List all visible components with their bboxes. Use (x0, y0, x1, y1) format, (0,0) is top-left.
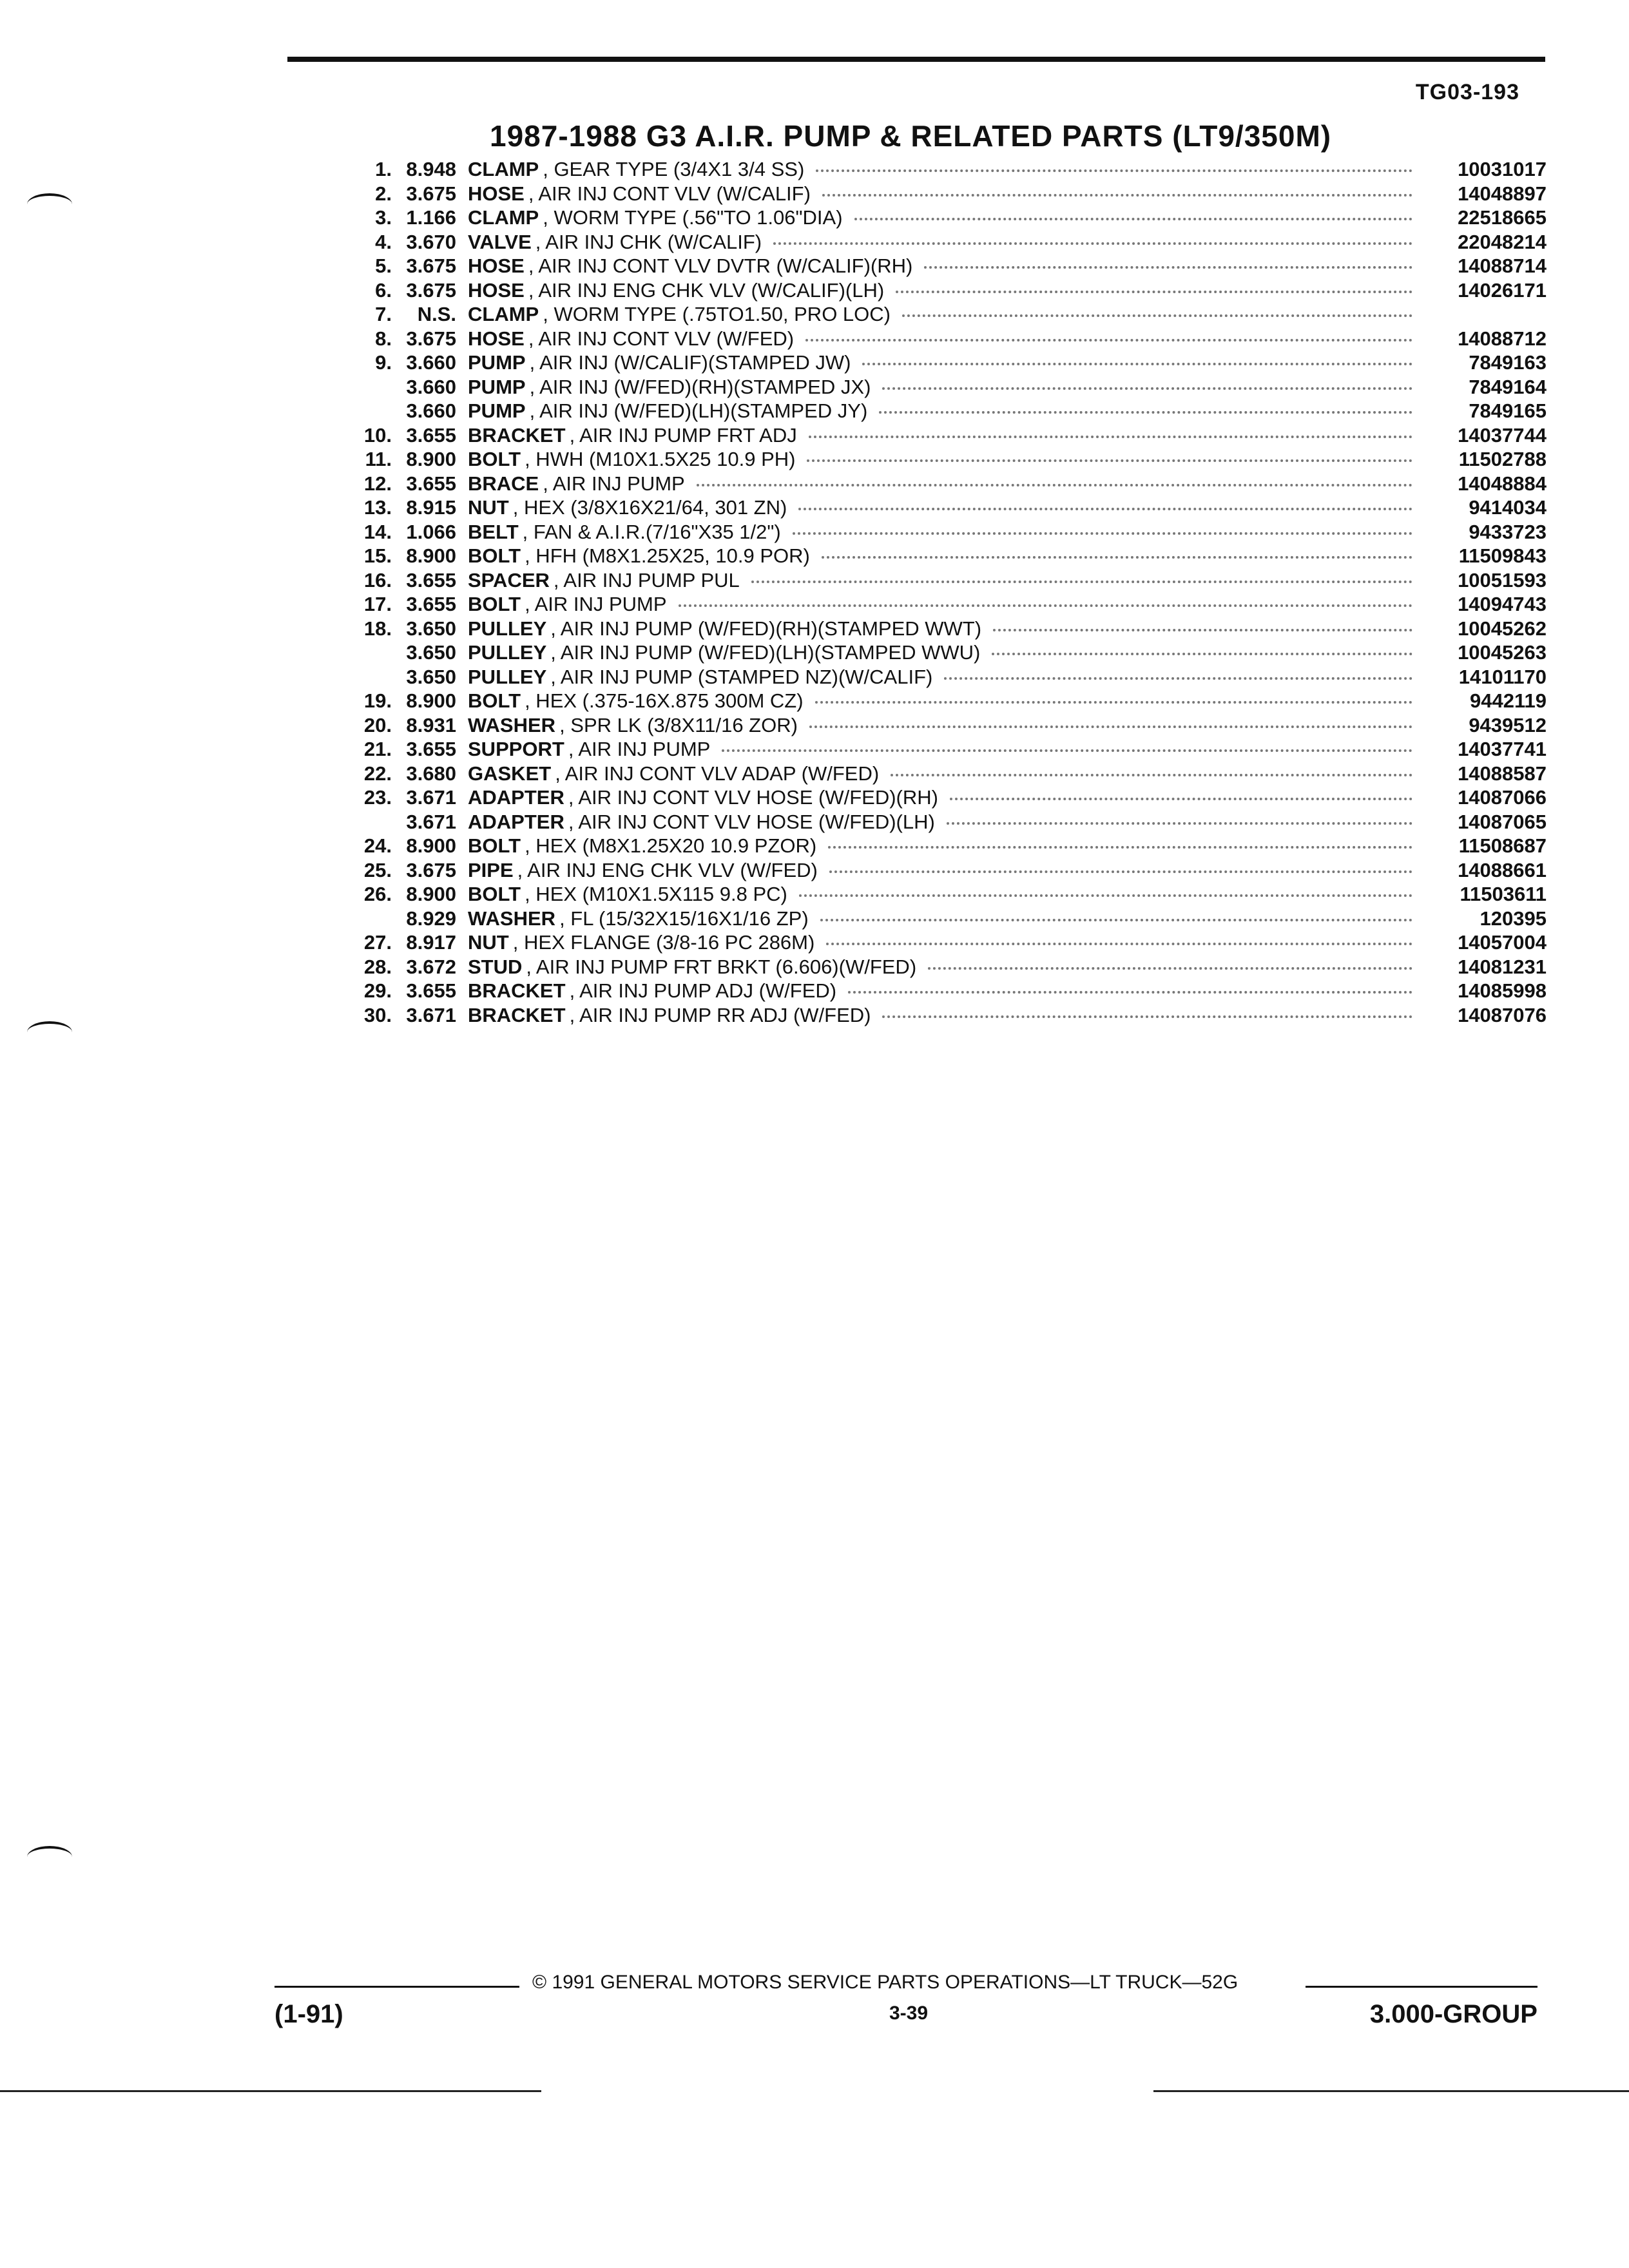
dot-leader (854, 216, 1412, 220)
part-group-number: 3.671 (406, 786, 456, 809)
part-name: WASHER (468, 713, 556, 736)
part-name: HOSE (468, 182, 525, 205)
part-group-number: 8.948 (406, 158, 456, 180)
part-row (348, 157, 1547, 182)
part-description: , AIR INJ PUMP FRT ADJ (569, 423, 797, 447)
dot-leader (992, 651, 1412, 655)
part-description: , AIR INJ CONT VLV (W/FED) (528, 327, 795, 350)
part-group-number: 3.675 (406, 858, 456, 881)
part-name: PUMP (468, 351, 526, 374)
part-name: GASKET (468, 762, 552, 785)
part-number: 10051593 (1458, 568, 1547, 591)
part-group-number: 3.671 (406, 1003, 456, 1026)
part-row (348, 302, 1547, 327)
part-name: BELT (468, 520, 519, 543)
document-code: TG03-193 (1415, 80, 1519, 104)
part-group-number: 8.931 (406, 713, 456, 736)
part-number: 14101170 (1458, 665, 1547, 688)
binder-hole-mark (27, 1021, 72, 1043)
dot-leader (697, 483, 1412, 486)
part-name: STUD (468, 955, 523, 978)
dot-leader (822, 193, 1412, 197)
part-name: BOLT (468, 448, 521, 470)
part-group-number: 3.650 (406, 665, 456, 688)
part-number: 14087066 (1458, 786, 1547, 809)
footer (275, 1972, 1537, 2049)
part-description: , AIR INJ PUMP PUL (553, 568, 740, 591)
part-item-number: 16. (363, 568, 392, 591)
part-group-number: 3.671 (406, 810, 456, 833)
part-row (348, 327, 1547, 351)
part-number: 22518665 (1458, 206, 1547, 229)
dot-leader (815, 700, 1412, 704)
part-number: 14037744 (1458, 423, 1547, 447)
part-description: , AIR INJ PUMP (W/FED)(RH)(STAMPED WWT) (550, 617, 982, 640)
part-description: , FL (15/32X15/16X1/16 ZP) (559, 907, 809, 930)
bottom-rule-left (0, 2090, 541, 2092)
part-description: , AIR INJ PUMP (525, 593, 667, 615)
dot-leader (924, 265, 1412, 269)
part-group-number: 3.655 (406, 423, 456, 447)
part-number: 11509843 (1458, 544, 1547, 567)
part-description: , WORM TYPE (.75TO1.50, PRO LOC) (543, 303, 891, 325)
part-group-number: 8.917 (406, 931, 456, 954)
dot-leader (798, 506, 1412, 510)
part-group-number: N.S. (417, 303, 456, 325)
part-name: SUPPORT (468, 738, 564, 760)
dot-leader (902, 313, 1412, 317)
part-description: , AIR INJ CONT VLV HOSE (W/FED)(RH) (568, 786, 938, 809)
part-item-number: 26. (363, 883, 392, 905)
part-description: , WORM TYPE (.56"TO 1.06"DIA) (543, 206, 843, 229)
part-item-number: 27. (363, 931, 392, 954)
part-number: 14037741 (1458, 738, 1547, 760)
part-number: 14026171 (1458, 278, 1547, 302)
part-row (348, 713, 1547, 738)
part-description: , HEX (M10X1.5X115 9.8 PC) (525, 883, 787, 905)
part-group-number: 3.655 (406, 472, 456, 495)
part-description: , AIR INJ PUMP FRT BRKT (6.606)(W/FED) (526, 955, 917, 978)
part-name: BOLT (468, 883, 521, 905)
part-number: 14088587 (1458, 762, 1547, 785)
part-description: , AIR INJ PUMP (568, 738, 711, 760)
dot-leader (799, 893, 1412, 897)
part-group-number: 8.900 (406, 883, 456, 905)
part-item-number: 3. (375, 206, 392, 229)
copyright-notice: © 1991 GENERAL MOTORS SERVICE PARTS OPERATIONS—LT TRUCK—52G (532, 1972, 1239, 1993)
part-item-number: 6. (375, 278, 392, 302)
part-description: , AIR INJ CONT VLV HOSE (W/FED)(LH) (568, 810, 935, 833)
part-row (348, 520, 1547, 544)
part-number: 14048897 (1458, 182, 1547, 205)
part-row (348, 544, 1547, 568)
part-number: 10031017 (1458, 158, 1547, 180)
part-number: 7849165 (1469, 399, 1547, 422)
part-item-number: 5. (375, 255, 392, 277)
part-description: , AIR INJ PUMP ADJ (W/FED) (569, 979, 837, 1002)
part-name: BRACE (468, 472, 539, 495)
dot-leader (816, 168, 1412, 172)
part-row (348, 882, 1547, 907)
part-name: BOLT (468, 834, 521, 857)
part-name: BRACKET (468, 1003, 566, 1026)
part-group-number: 3.680 (406, 762, 456, 785)
part-number: 14057004 (1458, 931, 1547, 954)
part-number: 14085998 (1458, 979, 1547, 1002)
part-row (348, 762, 1547, 786)
part-name: WASHER (468, 907, 556, 930)
part-row (348, 858, 1547, 883)
part-row (348, 278, 1547, 303)
part-row (348, 785, 1547, 810)
part-description: , AIR INJ CONT VLV (W/CALIF) (528, 182, 811, 205)
part-row (348, 665, 1547, 689)
part-group-number: 8.915 (406, 496, 456, 519)
part-group-number: 3.655 (406, 979, 456, 1002)
dot-leader (862, 361, 1412, 365)
part-group-number: 8.929 (406, 907, 456, 930)
dot-leader (807, 458, 1412, 462)
part-group-number: 3.672 (406, 955, 456, 978)
part-group-number: 3.675 (406, 278, 456, 302)
part-description: , AIR INJ PUMP (543, 472, 685, 495)
part-item-number: 29. (363, 979, 392, 1002)
part-item-number: 24. (363, 834, 392, 857)
part-name: CLAMP (468, 206, 539, 229)
part-row (348, 254, 1547, 278)
part-item-number: 4. (375, 230, 392, 253)
binder-hole-mark (27, 193, 72, 215)
part-group-number: 3.655 (406, 568, 456, 591)
part-number: 9433723 (1469, 520, 1547, 543)
part-description: , FAN & A.I.R.(7/16"X35 1/2") (522, 520, 781, 543)
part-item-number: 22. (363, 762, 392, 785)
part-name: BOLT (468, 544, 521, 567)
part-row (348, 399, 1547, 423)
part-name: PULLEY (468, 617, 547, 640)
part-description: , AIR INJ ENG CHK VLV (W/FED) (517, 858, 818, 881)
part-group-number: 3.660 (406, 399, 456, 422)
part-name: BRACKET (468, 423, 566, 447)
part-description: , AIR INJ CONT VLV ADAP (W/FED) (555, 762, 880, 785)
part-description: , HEX (M8X1.25X20 10.9 PZOR) (525, 834, 817, 857)
part-description: , HFH (M8X1.25X25, 10.9 POR) (525, 544, 810, 567)
part-name: CLAMP (468, 158, 539, 180)
part-description: , AIR INJ ENG CHK VLV (W/CALIF)(LH) (528, 278, 885, 302)
part-item-number: 11. (365, 448, 392, 470)
part-number: 14081231 (1458, 955, 1547, 978)
dot-leader (882, 1014, 1412, 1018)
dot-leader (679, 603, 1412, 607)
part-group-number: 1.066 (406, 520, 456, 543)
part-item-number: 14. (363, 520, 392, 543)
part-description: , GEAR TYPE (3/4X1 3/4 SS) (543, 158, 805, 180)
part-item-number: 20. (363, 713, 392, 736)
bottom-rule-right (1153, 2090, 1629, 2092)
part-number: 7849163 (1469, 351, 1547, 374)
part-group-number: 8.900 (406, 689, 456, 712)
dot-leader (947, 821, 1412, 825)
part-item-number: 2. (375, 182, 392, 205)
part-row (348, 230, 1547, 255)
part-row (348, 472, 1547, 496)
dot-leader (828, 845, 1412, 849)
part-number: 10045262 (1458, 617, 1547, 640)
part-item-number: 10. (363, 423, 392, 447)
dot-leader (809, 724, 1412, 728)
page-title: 1987-1988 G3 A.I.R. PUMP & RELATED PARTS (LT9/350M) (490, 119, 1332, 153)
part-number: 14088661 (1458, 858, 1547, 881)
part-item-number: 15. (363, 544, 392, 567)
dot-leader (809, 434, 1412, 438)
part-item-number: 28. (363, 955, 392, 978)
part-row (348, 351, 1547, 375)
dot-leader (944, 676, 1412, 680)
part-group-number: 3.650 (406, 641, 456, 664)
dot-leader (896, 289, 1412, 293)
part-number: 14088714 (1458, 255, 1547, 277)
part-item-number: 8. (375, 327, 392, 350)
part-number: 14087076 (1458, 1003, 1547, 1026)
dot-leader (805, 338, 1412, 341)
part-row (348, 568, 1547, 593)
part-row (348, 447, 1547, 472)
part-group-number: 3.675 (406, 255, 456, 277)
part-name: NUT (468, 496, 509, 519)
part-number: 120395 (1480, 907, 1547, 930)
part-name: HOSE (468, 278, 525, 302)
part-group-number: 3.670 (406, 230, 456, 253)
part-name: ADAPTER (468, 810, 564, 833)
footer-left-rule (275, 1986, 519, 1988)
part-row (348, 834, 1547, 858)
part-item-number: 23. (363, 786, 392, 809)
part-item-number: 9. (375, 351, 392, 374)
part-name: PUMP (468, 375, 526, 398)
part-number: 9414034 (1469, 496, 1547, 519)
part-row (348, 375, 1547, 399)
part-item-number: 21. (363, 738, 392, 760)
part-row (348, 182, 1547, 206)
part-row (348, 592, 1547, 617)
part-row (348, 907, 1547, 931)
part-description: , AIR INJ CONT VLV DVTR (W/CALIF)(RH) (528, 255, 913, 277)
dot-leader (829, 869, 1412, 873)
part-description: , AIR INJ PUMP (W/FED)(LH)(STAMPED WWU) (550, 641, 981, 664)
part-group-number: 8.900 (406, 544, 456, 567)
part-description: , HEX FLANGE (3/8-16 PC 286M) (512, 931, 815, 954)
part-number: 9439512 (1469, 713, 1547, 736)
part-row (348, 955, 1547, 979)
dot-leader (826, 941, 1412, 945)
part-name: BRACKET (468, 979, 566, 1002)
part-group-number: 3.660 (406, 375, 456, 398)
part-group-number: 3.660 (406, 351, 456, 374)
dot-leader (928, 966, 1412, 970)
part-row (348, 423, 1547, 448)
dot-leader (773, 241, 1412, 245)
part-description: , AIR INJ CHK (W/CALIF) (535, 230, 762, 253)
part-name: NUT (468, 931, 509, 954)
part-name: HOSE (468, 327, 525, 350)
part-name: BOLT (468, 689, 521, 712)
part-number: 14088712 (1458, 327, 1547, 350)
part-row (348, 689, 1547, 713)
part-number: 14087065 (1458, 810, 1547, 833)
dot-leader (751, 579, 1412, 583)
part-number: 11508687 (1458, 834, 1547, 857)
part-group-number: 8.900 (406, 834, 456, 857)
page-number: 3-39 (889, 2003, 929, 2024)
part-row (348, 930, 1547, 955)
part-number: 9442119 (1470, 689, 1547, 712)
part-description: , AIR INJ PUMP RR ADJ (W/FED) (569, 1003, 871, 1026)
part-number: 11502788 (1458, 448, 1547, 470)
part-description: , SPR LK (3/8X11/16 ZOR) (559, 713, 798, 736)
dot-leader (891, 773, 1412, 776)
part-row (348, 737, 1547, 762)
part-number: 11503611 (1460, 883, 1547, 905)
group-label: 3.000-GROUP (1369, 2000, 1537, 2028)
part-name: CLAMP (468, 303, 539, 325)
part-item-number: 13. (363, 496, 392, 519)
part-row (348, 495, 1547, 520)
part-row (348, 640, 1547, 665)
part-row (348, 206, 1547, 230)
dot-leader (820, 918, 1412, 921)
part-number: 10045263 (1458, 641, 1547, 664)
part-name: HOSE (468, 255, 525, 277)
part-group-number: 3.655 (406, 593, 456, 615)
part-name: BOLT (468, 593, 521, 615)
parts-list (348, 157, 1547, 1027)
part-number: 7849164 (1469, 375, 1547, 398)
part-group-number: 3.655 (406, 738, 456, 760)
part-item-number: 7. (375, 303, 392, 325)
part-row (348, 617, 1547, 641)
binder-hole-mark (27, 1846, 72, 1868)
part-group-number: 8.900 (406, 448, 456, 470)
part-description: , AIR INJ (W/FED)(RH)(STAMPED JX) (529, 375, 871, 398)
part-group-number: 3.650 (406, 617, 456, 640)
dot-leader (882, 386, 1412, 390)
part-description: , AIR INJ PUMP (STAMPED NZ)(W/CALIF) (550, 665, 933, 688)
part-name: PULLEY (468, 641, 547, 664)
part-name: PUMP (468, 399, 526, 422)
part-item-number: 17. (363, 593, 392, 615)
part-item-number: 1. (375, 158, 392, 180)
part-number: 14048884 (1458, 472, 1547, 495)
top-rule (287, 57, 1545, 62)
part-group-number: 3.675 (406, 327, 456, 350)
part-name: ADAPTER (468, 786, 564, 809)
part-description: , HEX (3/8X16X21/64, 301 ZN) (512, 496, 787, 519)
part-item-number: 25. (363, 858, 392, 881)
part-description: , HEX (.375-16X.875 300M CZ) (525, 689, 804, 712)
part-description: , HWH (M10X1.5X25 10.9 PH) (525, 448, 796, 470)
dot-leader (793, 531, 1412, 535)
dot-leader (848, 990, 1412, 994)
part-row (348, 979, 1547, 1003)
part-description: , AIR INJ (W/FED)(LH)(STAMPED JY) (529, 399, 868, 422)
dot-leader (950, 796, 1412, 800)
part-number: 14094743 (1458, 593, 1547, 615)
dot-leader (879, 410, 1412, 414)
part-name: PIPE (468, 858, 514, 881)
part-item-number: 30. (363, 1003, 392, 1026)
dot-leader (993, 628, 1412, 631)
part-group-number: 3.675 (406, 182, 456, 205)
part-item-number: 19. (363, 689, 392, 712)
revision-date: (1-91) (275, 2000, 343, 2028)
dot-leader (822, 555, 1412, 559)
part-item-number: 12. (363, 472, 392, 495)
part-row (348, 810, 1547, 834)
part-description: , AIR INJ (W/CALIF)(STAMPED JW) (529, 351, 851, 374)
part-item-number: 18. (363, 617, 392, 640)
footer-right-rule (1306, 1986, 1537, 1988)
part-row (348, 1003, 1547, 1028)
part-name: PULLEY (468, 665, 547, 688)
part-name: VALVE (468, 230, 532, 253)
part-number: 22048214 (1458, 230, 1547, 253)
dot-leader (722, 748, 1412, 752)
part-group-number: 1.166 (406, 206, 456, 229)
part-name: SPACER (468, 568, 550, 591)
